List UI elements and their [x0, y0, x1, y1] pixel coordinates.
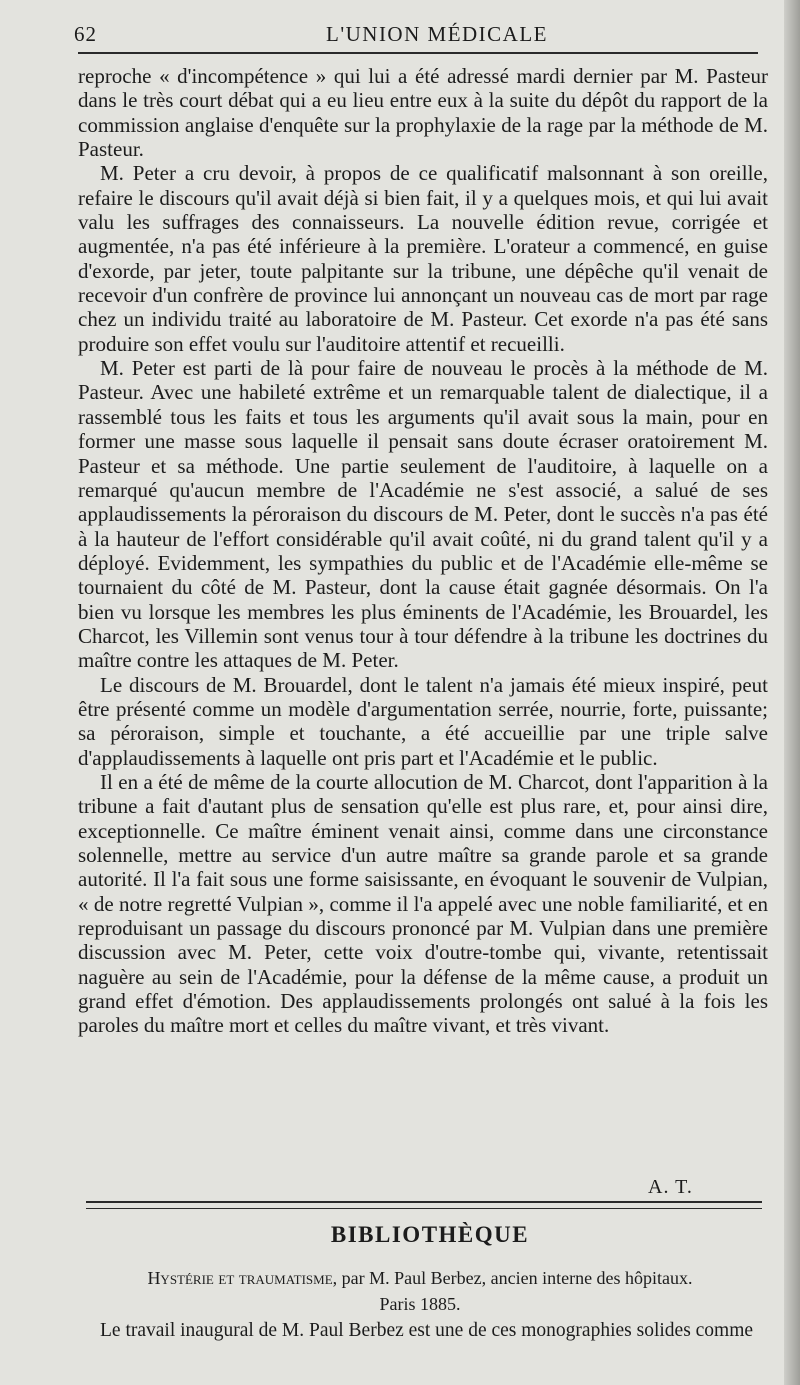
running-title: L'UNION MÉDICALE: [326, 22, 549, 46]
page-gutter-shadow: [784, 0, 800, 1385]
article-body: [78, 64, 768, 1038]
section-heading: BIBLIOTHÈQUE: [330, 1222, 530, 1247]
book-author: par M. Paul Berbez, ancien interne des hôpitaux.: [341, 1268, 693, 1288]
article-paragraph-1: reproche « d'incompétence » qui lui a été adressé mardi dernier par M. Pasteur dans le très court débat qui a eu lieu entre eux à la suite du dépôt du rapport de la commission anglaise d'enquête sur la prophylaxie de la rage par la méthode de M. Pasteur.: [78, 64, 768, 162]
article-paragraph-5: Il en a été de même de la courte allocution de M. Charcot, dont l'apparition à la tribune a fait d'autant plus de sensation qu'elle est plus rare, et, pour ainsi dire, exceptionnelle. Ce maître éminent venait ainsi, comme dans une circonstance solennelle, mettre au service d'un autre maître sa grande parole et sa grande autorité. Il l'a fait sous une forme saisissante, en évoquant le souvenir de Vulpian, « de notre regretté Vulpian », comme il l'a appelé avec une noble familiarité, et en reproduisant un passage du discours prononcé par M. Vulpian dans une première discussion avec M. Peter, cette voix d'outre-tombe qui, vivante, retentissait naguère au sein de l'Académie, pour la défense de la même cause, a produit un grand effet d'émotion. Des applaudissements prolongés ont salué à la fois les paroles du maître mort et celles du maître vivant, et très vivant.: [78, 769, 768, 1038]
article-paragraph-4: Le discours de M. Brouardel, dont le talent n'a jamais été mieux inspiré, peut être présenté comme un modèle d'argumentation serrée, nourrie, forte, puissante; sa péroraison, simple et touchante, a été accueillie par une triple salve d'applaudissements à laquelle ont pris part et l'Académie et le public.: [78, 672, 768, 770]
article-paragraph-3: M. Peter est parti de là pour faire de nouveau le procès à la méthode de M. Pasteur. Avec une habileté extrême et un remarquable talent de dialectique, il a rassemblé tous les faits et tous les arguments qu'il avait sous la main, pour en former une masse sous laquelle il pensait sans doute écraser oratoirement M. Pasteur et sa méthode. Une partie seulement de l'auditoire, à laquelle on a remarqué qu'aucun membre de l'Académie ne s'est associé, a salué de ses applaudissements la péroraison du discours de M. Peter, dont le succès n'a pas été à la hauteur de l'effort considérable qu'il avait coûté, ni du grand talent qu'il y a déployé. Evidemment, les sympathies du public et de l'Académie elle-même se tournaient du côté de M. Pasteur, dont la cause était gagnée désormais. On l'a bien vu lorsque les membres les plus éminents de l'Académie, les Brouardel, les Charcot, les Villemin sont venus tour à tour défendre à la tribune les doctrines du maître contre les attaques de M. Peter.: [78, 356, 768, 673]
section-divider: [86, 1201, 762, 1209]
article-signature: A. T.: [648, 1176, 693, 1198]
article-paragraph-2: M. Peter a cru devoir, à propos de ce qualificatif malsonnant à son oreille, refaire le discours qu'il avait déjà si bien fait, il y a quelques mois, et qui lui avait valu les suffrages des connaisseurs. La nouvelle édition revue, corrigée et augmentée, n'a pas été inférieure à la première. L'orateur a commencé, en guise d'exorde, par jeter, toute palpitante sur la tribune, une dépêche qu'il venait de recevoir d'un confrère de province lui annonçant un nouveau cas de mort par rage chez un individu traité au laboratoire de M. Pasteur. Cet exorde n'a pas été sans produire son effet voulu sur l'auditoire attentif et recueilli.: [78, 161, 768, 356]
book-place: Paris 1885.: [379, 1294, 461, 1314]
page-number: 62: [74, 22, 97, 46]
page-header: [74, 18, 764, 48]
header-rule: [78, 52, 758, 54]
review-intro-line: Le travail inaugural de M. Paul Berbez est une de ces monographies solides comme: [100, 1320, 754, 1341]
book-title: Hystérie et traumatisme,: [147, 1268, 338, 1288]
book-citation: [0, 1268, 800, 1289]
